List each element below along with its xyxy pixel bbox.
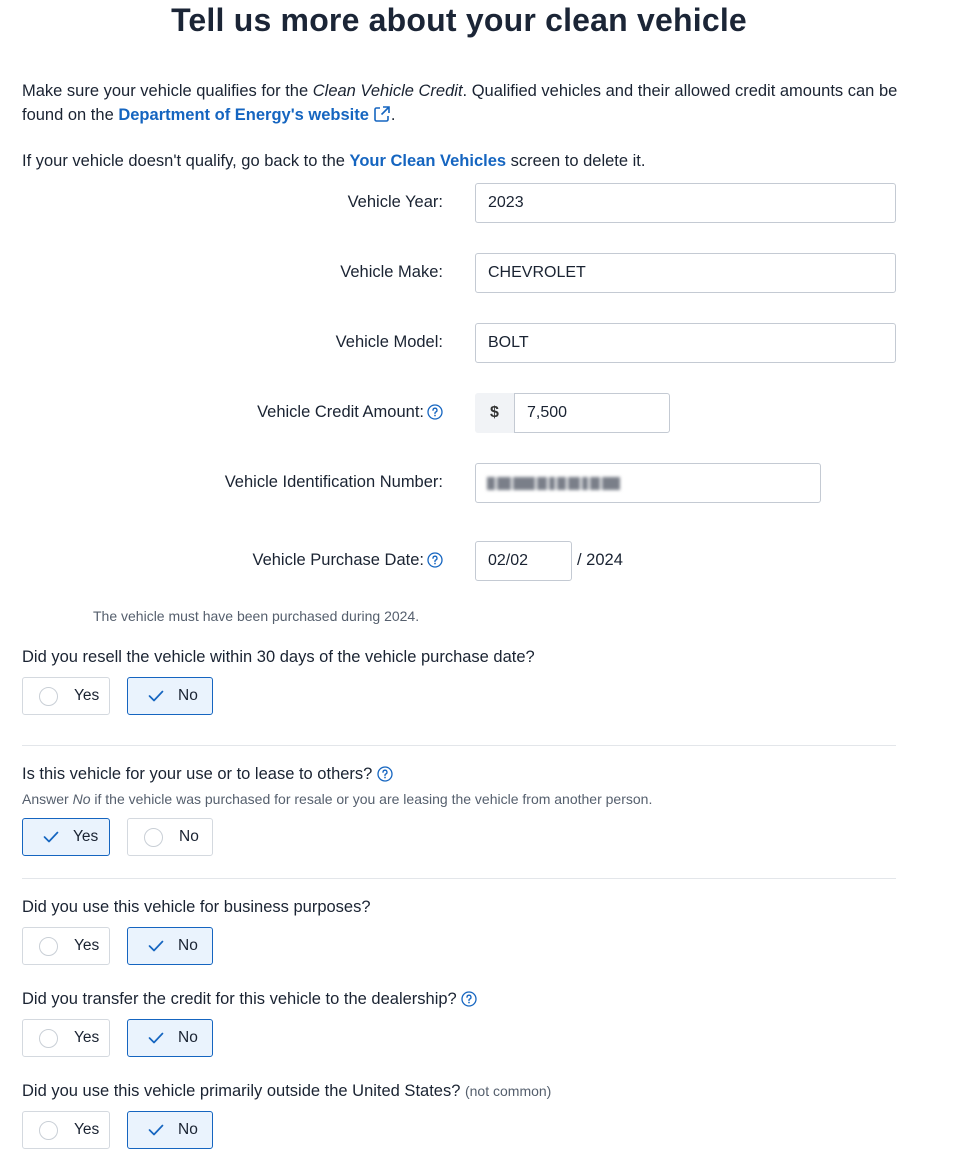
option-label: Yes bbox=[74, 1121, 100, 1138]
option-label: Yes bbox=[73, 828, 99, 845]
help-icon[interactable] bbox=[377, 766, 393, 787]
checkmark-icon bbox=[148, 940, 164, 952]
radio-icon bbox=[39, 687, 58, 706]
intro-text: Make sure your vehicle qualifies for the bbox=[22, 82, 313, 100]
option-label: No bbox=[178, 937, 198, 954]
business-use-yes-option[interactable] bbox=[22, 927, 110, 965]
help-icon[interactable] bbox=[427, 404, 443, 425]
question-business-use: Did you use this vehicle for business purposes? bbox=[22, 898, 371, 916]
vehicle-year-label: Vehicle Year: bbox=[347, 193, 443, 211]
option-label: No bbox=[179, 828, 199, 845]
intro-period: . bbox=[390, 106, 396, 124]
checkmark-icon bbox=[148, 690, 164, 702]
vehicle-model-input[interactable] bbox=[475, 323, 896, 363]
radio-icon bbox=[39, 1029, 58, 1048]
checkmark-icon bbox=[148, 1124, 164, 1136]
question-outside-us bbox=[22, 1082, 551, 1101]
option-label: Yes bbox=[74, 1029, 100, 1046]
question-outside-us-text: Did you use this vehicle primarily outside the United States? bbox=[22, 1082, 461, 1100]
not-common-note: (not common) bbox=[464, 1083, 552, 1099]
use-or-lease-no-option[interactable] bbox=[127, 818, 213, 856]
option-label: No bbox=[178, 1121, 198, 1138]
option-label: No bbox=[178, 687, 198, 704]
question-resell: Did you resell the vehicle within 30 days of the vehicle purchase date? bbox=[22, 648, 535, 666]
divider bbox=[22, 878, 896, 879]
purchase-date-input[interactable] bbox=[475, 541, 572, 581]
outside-us-yes-option[interactable] bbox=[22, 1111, 110, 1149]
transfer-credit-no-option[interactable] bbox=[127, 1019, 213, 1057]
vin-redacted-value bbox=[487, 477, 620, 490]
intro-text-continued: . Qualified vehicles and their allowed credit amounts can be found on the bbox=[22, 82, 898, 124]
vehicle-make-input[interactable] bbox=[475, 253, 896, 293]
purchase-date-label-text: Vehicle Purchase Date: bbox=[252, 551, 424, 569]
option-label: Yes bbox=[74, 687, 100, 704]
help-icon[interactable] bbox=[427, 552, 443, 573]
radio-icon bbox=[39, 937, 58, 956]
external-link-icon bbox=[373, 105, 391, 130]
page-title: Tell us more about your clean vehicle bbox=[171, 2, 747, 38]
divider bbox=[22, 745, 896, 746]
hint-text-continued: if the vehicle was purchased for resale or you are leasing the vehicle from another person. bbox=[90, 791, 653, 807]
credit-amount-label bbox=[257, 403, 443, 425]
vehicle-make-label: Vehicle Make: bbox=[340, 263, 443, 281]
credit-name-text: Clean Vehicle Credit bbox=[312, 82, 463, 100]
help-icon[interactable] bbox=[461, 991, 477, 1012]
question-use-or-lease-text: Is this vehicle for your use or to lease to others? bbox=[22, 765, 373, 783]
question-transfer-credit bbox=[22, 990, 477, 1012]
use-or-lease-hint bbox=[22, 791, 652, 807]
intro-paragraph bbox=[22, 79, 912, 130]
vehicle-year-input[interactable] bbox=[475, 183, 896, 223]
hint-emphasis: No bbox=[72, 791, 91, 807]
delete-instructions-end: screen to delete it. bbox=[506, 152, 646, 170]
transfer-credit-yes-option[interactable] bbox=[22, 1019, 110, 1057]
doe-website-link[interactable] bbox=[118, 106, 391, 124]
hint-text: Answer bbox=[22, 791, 73, 807]
purchase-year-suffix: / 2024 bbox=[577, 551, 623, 569]
radio-icon bbox=[39, 1121, 58, 1140]
resell-yes-option[interactable] bbox=[22, 677, 110, 715]
checkmark-icon bbox=[148, 1032, 164, 1044]
vin-label: Vehicle Identification Number: bbox=[224, 473, 443, 491]
delete-instructions-text: If your vehicle doesn't qualify, go back to the bbox=[22, 152, 350, 170]
your-clean-vehicles-link[interactable]: Your Clean Vehicles bbox=[349, 152, 507, 170]
question-use-or-lease bbox=[22, 765, 393, 787]
delete-instructions bbox=[22, 149, 912, 173]
purchase-date-note: The vehicle must have been purchased during 2024. bbox=[93, 608, 420, 624]
business-use-no-option[interactable] bbox=[127, 927, 213, 965]
purchase-date-label bbox=[252, 551, 443, 573]
credit-amount-label-text: Vehicle Credit Amount: bbox=[257, 403, 424, 421]
use-or-lease-yes-option[interactable] bbox=[22, 818, 110, 856]
option-label: Yes bbox=[74, 937, 100, 954]
resell-no-option[interactable] bbox=[127, 677, 213, 715]
doe-website-link-label: Department of Energy's website bbox=[118, 106, 369, 124]
question-transfer-credit-text: Did you transfer the credit for this vehicle to the dealership? bbox=[22, 990, 457, 1008]
vehicle-model-label: Vehicle Model: bbox=[335, 333, 443, 351]
checkmark-icon bbox=[43, 831, 59, 843]
currency-prefix: $ bbox=[475, 393, 514, 433]
option-label: No bbox=[178, 1029, 198, 1046]
outside-us-no-option[interactable] bbox=[127, 1111, 213, 1149]
radio-icon bbox=[144, 828, 163, 847]
credit-amount-input[interactable] bbox=[514, 393, 670, 433]
